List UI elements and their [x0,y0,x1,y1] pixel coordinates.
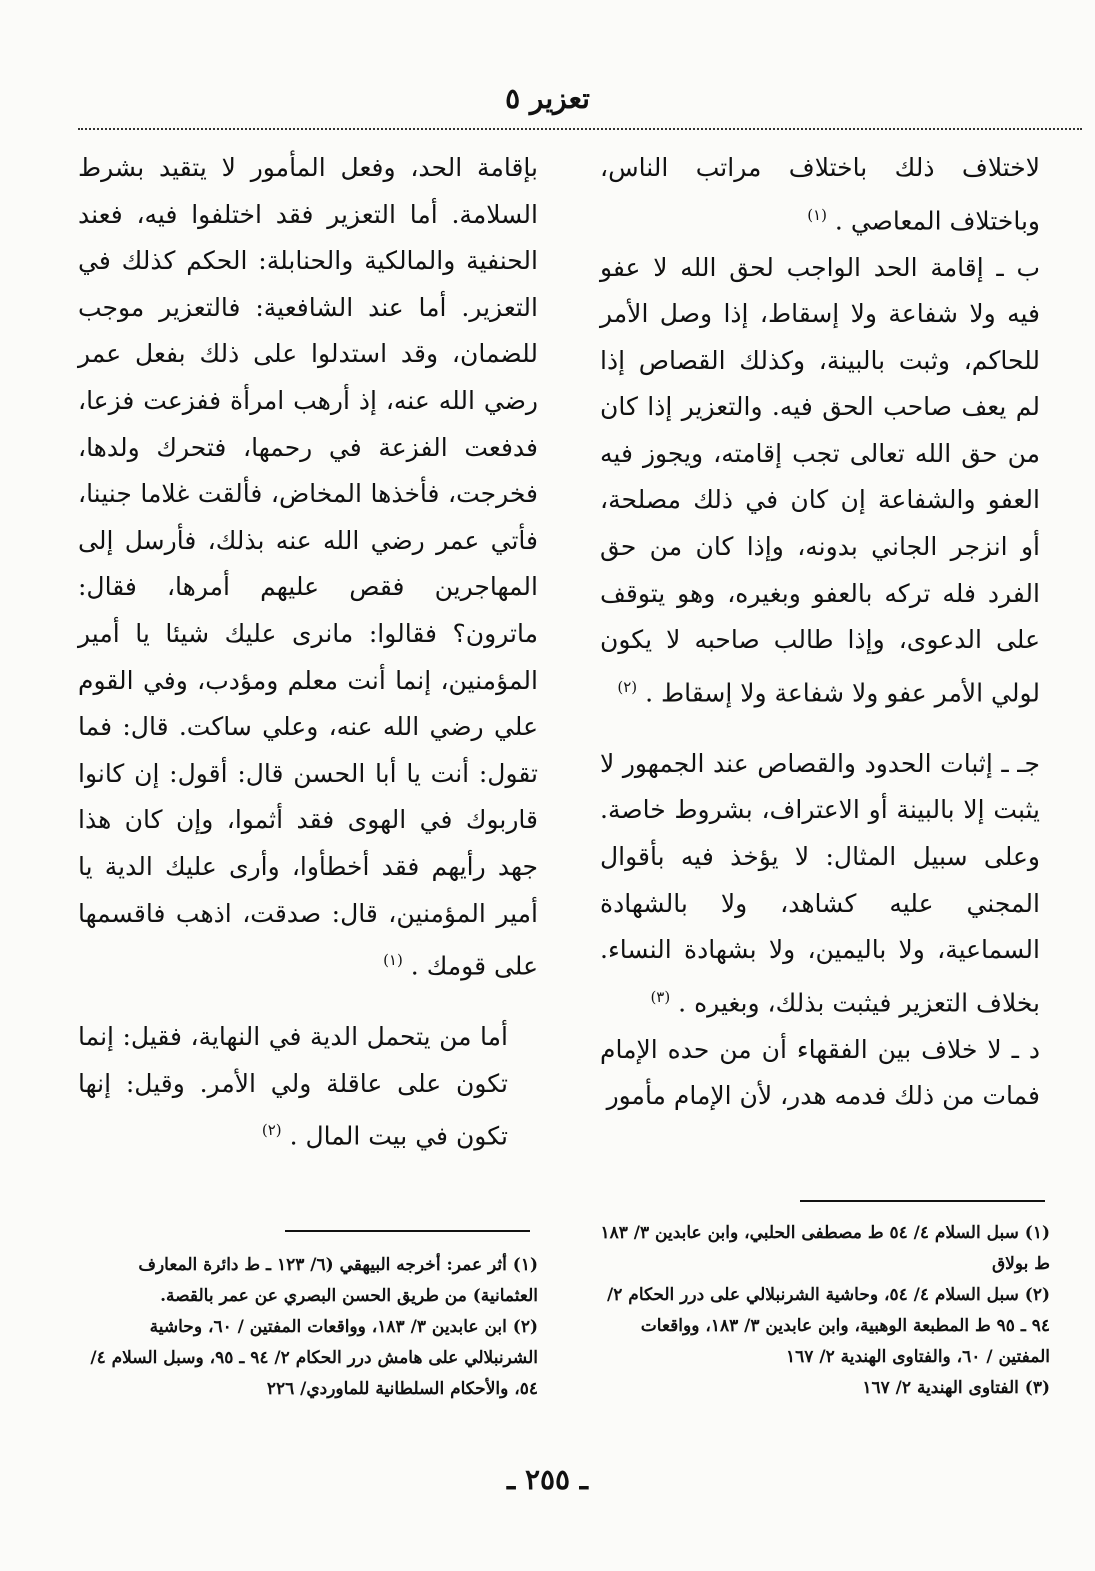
paragraph-text: د ـ لا خلاف بين الفقهاء أن من حده الإمام فمات من ذلك فدمه هدر، لأن الإمام مأمور [600,1034,1040,1111]
paragraph-text: بإقامة الحد، وفعل المأمور لا يتقيد بشرط السلامة. أما التعزير فقد اختلفوا فيه، فعند الحنفية والمالكية والحنابلة: الحكم كذلك في التعزير. أما عند الشافعية: فالتعزير موجب للضمان، وقد استدلوا على ذلك بفعل عمر رضي الله عنه، إذ أرهب امرأة ففزعت فزعا، فدفعت الفزعة في رحمها، فتحرك ولدها، فخرجت، فأخذها المخاض، فألقت غلاما جنينا، فأتي عمر رضي الله عنه بذلك، فأرسل إلى المهاجرين فقص عليهم أمرها، فقال: ماترون؟ فقالوا: مانرى عليك شيئا يا أمير المؤمنين، إنما أنت معلم ومؤدب، وفي القوم علي رضي الله عنه، وعلي ساكت. قال: فما تقول: أنت يا أبا الحسن قال: أقول: إن كانوا قاربوك في الهوى فقد أثموا، وإن كان هذا جهد رأيهم فقد أخطأوا، وأرى عليك الدية يا أمير المؤمنين، قال: صدقت، اذهب فاقسمها على قومك . [78,153,538,981]
left-text-column [78,145,538,1160]
footnotes-left [78,1250,538,1405]
footnote-separator-right [800,1200,1045,1202]
paragraph [600,245,1040,717]
page-header-title: تعزير ٥ [505,82,590,115]
paragraph [600,741,1040,1027]
footnote-ref: (٢) [617,677,638,696]
header-dotted-rule [78,128,1082,130]
footnote-ref: (٢) [261,1121,282,1140]
footnote: (١) سبل السلام ٤/ ٥٤ ط مصطفى الحلبي، وابن عابدين ٣/ ١٨٣ ط بولاق [600,1223,1050,1274]
paragraph-text: لاختلاف ذلك باختلاف مراتب الناس، وباختلاف المعاصي . [600,153,1040,235]
paragraph-gap [78,990,538,1014]
paragraph-text: جـ ـ إثبات الحدود والقصاص عند الجمهور لا يثبت إلا بالبينة أو الاعتراف، بشروط خاصة. وعلى سبيل المثال: لا يؤخذ فيه بأقوال المجني عليه كشاهد، ولا بالشهادة السماعية، ولا باليمين، ولا بشهادة النساء. بخلاف التعزير فيثبت بذلك، وبغيره . [600,748,1040,1018]
footnotes-right [600,1218,1050,1404]
footnote-ref: (١) [807,205,827,224]
footnote: (٣) الفتاوى الهندية ٢/ ١٦٧ [862,1378,1050,1398]
footnote-separator-left [285,1230,530,1232]
paragraph [78,145,538,990]
paragraph-text: أما من يتحمل الدية في النهاية، فقيل: إنما تكون على عاقلة ولي الأمر. وقيل: إنها تكون في بيت المال . [78,1022,508,1151]
page-number: ـ ٢٥٥ ـ [506,1463,589,1496]
paragraph-text: ب ـ إقامة الحد الواجب لحق الله لا عفو فيه ولا شفاعة ولا إسقاط، إذا وصل الأمر للحاكم، وثبت بالبينة، وكذلك القصاص إذا لم يعف صاحب الحق فيه. والتعزير إذا كان من حق الله تعالى تجب إقامته، ويجوز فيه العفو والشفاعة إن كان في ذلك مصلحة، أو انزجر الجاني بدونه، وإذا كان من حق الفرد فله تركه بالعفو وبغيره، وهو يتوقف على الدعوى، وإذا طالب صاحبه لا يكون لولي الأمر عفو ولا شفاعة ولا إسقاط . [600,252,1040,708]
footnote-ref: (١) [383,951,403,970]
paragraph [600,1027,1040,1120]
paragraph-gap [600,717,1040,741]
right-text-column [600,145,1040,1120]
paragraph [78,1014,538,1160]
footnote-ref: (٣) [650,987,671,1006]
footnote: (٢) سبل السلام ٤/ ٥٤، وحاشية الشرنبلالي على درر الحكام ٢/ ٩٤ ـ ٩٥ ط المطبعة الوهبية، وابن عابدين ٣/ ١٨٣، وواقعات المفتين / ٦٠، والفتاوى الهندية ٢/ ١٦٧ [607,1285,1050,1367]
paragraph [600,145,1040,245]
footnote: (٢) ابن عابدين ٣/ ١٨٣، وواقعات المفتين / ٦٠، وحاشية الشرنبلالي على هامش درر الحكام ٢/ ٩٤ ـ ٩٥، وسبل السلام ٤/ ٥٤، والأحكام السلطانية للماوردي/ ٢٢٦ [90,1317,538,1399]
footnote: (١) أثر عمر: أخرجه البيهقي (٦/ ١٢٣ ـ ط دائرة المعارف العثمانية) من طريق الحسن البصري عن عمر بالقصة. [138,1255,538,1306]
